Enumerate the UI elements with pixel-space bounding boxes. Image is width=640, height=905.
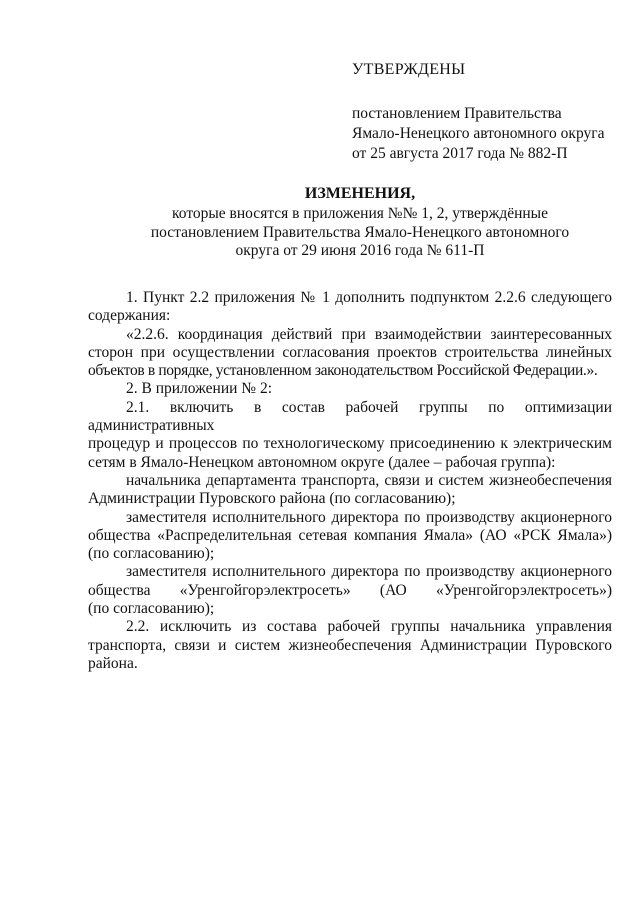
paragraph-line: общества «Распределительная сетевая компания Ямала» (АО «РСК Ямала») [88, 526, 612, 544]
paragraph-line: начальника департамента транспорта, связи и систем жизнеобеспечения [126, 471, 612, 489]
paragraph-8 [88, 618, 612, 673]
paragraph-line: процедур и процессов по технологическому присоединению к электрическим [88, 435, 612, 453]
paragraph-7 [88, 563, 612, 618]
paragraph-line: района. [88, 654, 138, 672]
paragraph-line: содержания: [88, 307, 171, 325]
paragraph-line: 2.2. исключить из состава рабочей группы начальника управления [126, 618, 612, 636]
paragraph-line: сторон при осуществлении согласования проектов строительства линейных [88, 343, 612, 361]
paragraph-3 [88, 380, 612, 398]
heading-line: округа от 29 июня 2016 года № 611-П [235, 242, 485, 259]
heading-line: постановлением Правительства Ямало-Ненецкого автономного [150, 223, 570, 241]
approval-line: постановлением Правительства [352, 105, 562, 122]
paragraph-line: сетям в Ямало-Ненецком автономном округе (далее – рабочая группа): [88, 453, 556, 471]
paragraph-line: 1. Пункт 2.2 приложения № 1 дополнить подпунктом 2.2.6 следующего [126, 289, 612, 306]
paragraph-5 [88, 472, 612, 509]
paragraph-line: 2. В приложении № 2: [126, 380, 273, 398]
paragraph-line: общества «Уренгойгорэлектросеть» (АО «Уренгойгорэлектросеть») [88, 581, 612, 599]
paragraph-line: объектов в порядке, установленном законодательством Российской Федерации.». [88, 362, 598, 380]
heading-title: ИЗМЕНЕНИЯ, [304, 185, 416, 202]
approval-title: УТВЕРЖДЕНЫ [352, 61, 466, 78]
paragraph-line: (по согласованию); [88, 545, 215, 563]
paragraph-line: заместителя исполнительного директора по производству акционерного [126, 508, 612, 526]
approval-block [352, 60, 612, 164]
paragraph-line: «2.2.6. координация действий при взаимодействии заинтересованных [126, 325, 612, 343]
approval-line: Ямало-Ненецкого автономного округа [352, 125, 605, 142]
paragraph-4 [88, 399, 612, 472]
paragraph-line: (по согласованию); [88, 600, 215, 618]
paragraph-2 [88, 326, 612, 381]
paragraph-line: 2.1. включить в состав рабочей группы по оптимизации административных [88, 398, 612, 435]
paragraph-line: заместителя исполнительного директора по производству акционерного [126, 563, 612, 581]
paragraph-line: Администрации Пуровского района (по согласованию); [88, 490, 456, 508]
paragraph-line: транспорта, связи и систем жизнеобеспечения Администрации Пуровского [88, 636, 612, 654]
paragraph-6 [88, 509, 612, 564]
heading-line: которые вносятся в приложения №№ 1, 2, утверждённые [172, 205, 548, 222]
document-body [88, 289, 612, 673]
document-heading [100, 183, 620, 261]
paragraph-1 [88, 289, 612, 326]
approval-line: от 25 августа 2017 года № 882-П [352, 145, 568, 162]
